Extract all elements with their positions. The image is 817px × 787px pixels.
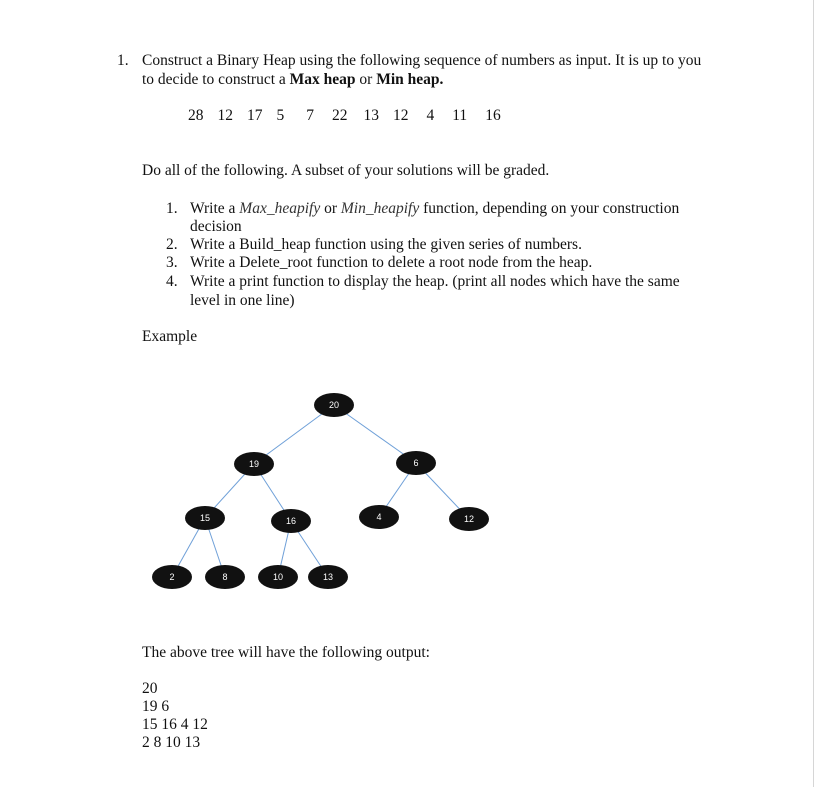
tree-node-10 — [258, 565, 298, 589]
tree-node-8 — [205, 565, 245, 589]
output-line-3: 15 16 4 12 — [142, 716, 208, 733]
node-label: 10 — [272, 572, 284, 582]
tree-node-19 — [234, 452, 274, 476]
min-heap-term: Min heap. — [376, 71, 444, 88]
max-heapify-term: Max_heapify — [239, 200, 321, 217]
output-line-1: 20 — [142, 680, 158, 697]
node-label: 4 — [376, 512, 382, 522]
node-label: 13 — [322, 572, 334, 582]
seq-value: 17 — [247, 107, 263, 124]
node-label: 15 — [199, 513, 211, 523]
seq-value: 7 — [306, 107, 314, 124]
example-label: Example — [142, 328, 198, 345]
output-line-4: 2 8 10 13 — [142, 734, 201, 751]
node-label: 6 — [413, 458, 419, 468]
tree-node-12 — [449, 507, 489, 531]
question-line-1: Construct a Binary Heap using the following sequence of numbers as input. It is up to you — [142, 52, 702, 69]
seq-value: 12 — [217, 107, 233, 124]
node-label: 16 — [285, 516, 297, 526]
node-label: 2 — [169, 572, 175, 582]
seq-value: 13 — [363, 107, 379, 124]
node-label: 20 — [328, 400, 340, 410]
node-label: 19 — [248, 459, 260, 469]
tree-node-13 — [308, 565, 348, 589]
output-intro: The above tree will have the following output: — [142, 644, 430, 661]
question-line-2-mid: or — [355, 71, 377, 88]
tree-node-15 — [185, 506, 225, 530]
question-line-2-pre: to decide to construct a — [142, 71, 290, 88]
task-2-number: 2. — [166, 236, 178, 253]
task-1-pre: Write a — [190, 200, 240, 217]
tree-node-2 — [152, 565, 192, 589]
tree-node-6 — [396, 451, 436, 475]
question-number: 1. — [117, 52, 129, 69]
task-1-mid: or — [320, 200, 341, 217]
task-1-number: 1. — [166, 200, 178, 217]
task-1-line-2: decision — [190, 218, 242, 235]
tree-node-4 — [359, 505, 399, 529]
seq-value: 16 — [485, 107, 501, 124]
seq-value: 28 — [188, 107, 204, 124]
output-line-2: 19 6 — [142, 698, 170, 715]
tree-node-16 — [271, 509, 311, 533]
task-3-text: Write a Delete_root function to delete a root node from the heap. — [190, 254, 593, 271]
node-label: 12 — [463, 514, 475, 524]
task-4-line-1: Write a print function to display the heap. (print all nodes which have the same — [190, 273, 680, 290]
task-4-number: 4. — [166, 273, 178, 290]
seq-value: 4 — [426, 107, 435, 124]
seq-value: 22 — [332, 107, 348, 124]
seq-value: 5 — [276, 107, 285, 124]
tree-node-20 — [314, 393, 354, 417]
seq-value: 11 — [452, 107, 468, 124]
task-1-post: function, depending on your construction — [419, 200, 680, 217]
min-heapify-term: Min_heapify — [340, 200, 420, 217]
task-3-number: 3. — [166, 254, 178, 271]
task-2-text: Write a Build_heap function using the given series of numbers. — [190, 236, 582, 253]
max-heap-term: Max heap — [289, 71, 356, 88]
node-label: 8 — [222, 572, 228, 582]
tree-edges — [172, 405, 469, 577]
task-4-line-2: level in one line) — [190, 292, 295, 309]
seq-value: 12 — [393, 107, 409, 124]
instruction-text: Do all of the following. A subset of your solutions will be graded. — [142, 162, 550, 179]
